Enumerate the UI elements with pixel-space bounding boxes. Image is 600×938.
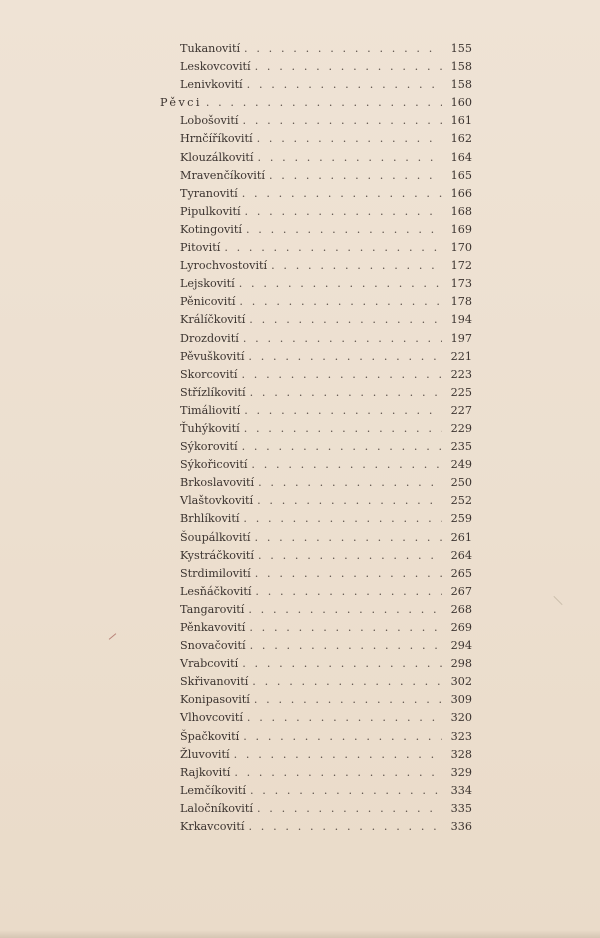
dot-leader	[258, 474, 442, 492]
toc-page-number: 221	[450, 349, 472, 363]
toc-page-number: 165	[450, 168, 472, 182]
page-bottom-edge	[0, 930, 600, 938]
toc-entry-title: Lesňáčkovití	[180, 584, 252, 598]
toc-row	[160, 348, 472, 366]
toc-page-number: 328	[450, 747, 472, 761]
toc-page-number: 323	[450, 729, 472, 743]
toc-page-number: 161	[450, 114, 472, 128]
toc-row	[160, 330, 472, 348]
toc-entry-title: Špačkovití	[180, 729, 240, 743]
toc-row	[160, 728, 472, 746]
toc-row	[160, 637, 472, 655]
dot-leader	[250, 782, 442, 800]
toc-entry-title: Vlaštovkovití	[180, 494, 254, 508]
dot-leader	[246, 221, 442, 239]
toc-entry-title: Pipulkovití	[180, 204, 241, 218]
toc-entry-title: Lejskovití	[180, 277, 235, 291]
toc-page-number: 164	[450, 150, 472, 164]
toc-page-number: 162	[450, 132, 472, 146]
toc-section-row	[160, 94, 472, 112]
toc-entry-title: Klouzálkovití	[180, 150, 254, 164]
toc-entry-title: Tangarovití	[180, 602, 245, 616]
dot-leader	[234, 764, 442, 782]
dot-leader	[257, 800, 442, 818]
toc-entry-title: Sýkořicovití	[180, 458, 248, 472]
toc-row	[160, 76, 472, 94]
pencil-mark	[109, 633, 117, 640]
toc-row	[160, 619, 472, 637]
dot-leader	[250, 637, 442, 655]
toc-row	[160, 492, 472, 510]
toc-page-number: 235	[450, 440, 472, 454]
dot-leader	[243, 728, 442, 746]
dot-leader	[255, 58, 442, 76]
toc-row	[160, 583, 472, 601]
toc-entry-title: Šoupálkovití	[180, 530, 251, 544]
dot-leader	[242, 366, 443, 384]
toc-row	[160, 800, 472, 818]
toc-entry-title: Skorcovití	[180, 367, 238, 381]
toc-row	[160, 456, 472, 474]
dot-leader	[257, 130, 442, 148]
toc-entry-title: Hrnčíříkovití	[180, 132, 253, 146]
toc-row	[160, 384, 472, 402]
toc-page-number: 259	[450, 512, 472, 526]
dot-leader	[257, 492, 442, 510]
toc-entry-title: Timáliovití	[180, 403, 241, 417]
toc-page-number: 169	[450, 222, 472, 236]
table-of-contents	[160, 40, 472, 836]
dot-leader	[254, 691, 442, 709]
toc-page-number: 320	[450, 711, 472, 725]
toc-page-number: 309	[450, 693, 472, 707]
toc-page-number: 155	[450, 42, 472, 55]
paper-crease	[553, 596, 562, 605]
toc-row	[160, 293, 472, 311]
toc-row	[160, 185, 472, 203]
toc-page-number: 261	[450, 530, 472, 544]
toc-page-number: 336	[450, 820, 472, 834]
dot-leader	[248, 348, 442, 366]
toc-page-number: 173	[450, 277, 472, 291]
toc-entry-title: Konipasovití	[180, 693, 250, 707]
toc-entry-title: Snovačovití	[180, 639, 246, 653]
toc-row	[160, 510, 472, 528]
dot-leader	[255, 565, 442, 583]
dot-leader	[269, 167, 442, 185]
toc-row	[160, 474, 472, 492]
toc-page-number: 264	[450, 548, 472, 562]
toc-entry-title: Lenivkovití	[180, 78, 243, 92]
toc-page-number: 268	[450, 602, 472, 616]
toc-page-number: 223	[450, 367, 472, 381]
toc-entry-title: Sýkorovití	[180, 440, 238, 454]
toc-entry-title: Pitovití	[180, 241, 221, 255]
dot-leader	[242, 185, 442, 203]
toc-entry-title: Králíčkovití	[180, 313, 246, 327]
toc-page-number: 158	[450, 78, 472, 92]
toc-row	[160, 420, 472, 438]
toc-row	[160, 311, 472, 329]
toc-entry-title: Krkavcovití	[180, 820, 245, 834]
toc-entry-title: Lemčíkovití	[180, 783, 246, 797]
toc-page-number: 269	[450, 621, 472, 634]
toc-page-number: 197	[450, 331, 472, 345]
dot-leader	[248, 601, 442, 619]
toc-page-number: 170	[450, 241, 472, 255]
toc-row	[160, 547, 472, 565]
toc-entry-title: Kystráčkovití	[180, 548, 254, 562]
dot-leader	[250, 384, 442, 402]
dot-leader	[247, 709, 442, 727]
toc-entry-title: Střízlíkovití	[180, 385, 246, 399]
toc-row	[160, 565, 472, 583]
dot-leader	[242, 438, 442, 456]
toc-page-number: 252	[450, 494, 472, 508]
dot-leader	[244, 420, 442, 438]
toc-page-number: 335	[450, 801, 472, 815]
toc-entry-title: Skřivanovití	[180, 675, 249, 689]
toc-page-number: 227	[450, 403, 472, 417]
toc-row	[160, 112, 472, 130]
dot-leader	[255, 583, 442, 601]
toc-row	[160, 257, 472, 275]
toc-entry-title: Strdimilovití	[180, 566, 251, 580]
toc-row	[160, 149, 472, 167]
toc-page-number: 158	[450, 60, 472, 74]
dot-leader	[252, 673, 442, 691]
toc-page-number: 194	[450, 313, 472, 327]
dot-leader	[239, 293, 442, 311]
dot-leader	[255, 529, 442, 547]
dot-leader	[251, 456, 442, 474]
toc-entry-title: Lobošovití	[180, 114, 239, 128]
toc-row	[160, 529, 472, 547]
toc-row	[160, 203, 472, 221]
toc-row	[160, 655, 472, 673]
dot-leader	[243, 510, 442, 528]
toc-entry-title: Mravenčíkovití	[180, 168, 265, 182]
toc-row	[160, 438, 472, 456]
dot-leader	[247, 76, 442, 94]
toc-row	[160, 746, 472, 764]
toc-row	[160, 691, 472, 709]
dot-leader	[206, 94, 442, 112]
toc-entry-title: Lyrochvostovití	[180, 259, 268, 273]
dot-leader	[234, 746, 442, 764]
dot-leader	[244, 402, 442, 420]
dot-leader	[243, 112, 442, 130]
toc-page-number: 298	[450, 657, 472, 671]
toc-row	[160, 275, 472, 293]
toc-page-number: 229	[450, 421, 472, 435]
dot-leader	[249, 619, 442, 637]
toc-page-number: 265	[450, 566, 472, 580]
toc-row	[160, 601, 472, 619]
toc-row	[160, 782, 472, 800]
toc-page-number: 249	[450, 458, 472, 472]
dot-leader	[243, 330, 442, 348]
dot-leader	[258, 149, 442, 167]
dot-leader	[245, 203, 442, 221]
dot-leader	[258, 547, 442, 565]
toc-entry-title: Tyranovití	[180, 186, 238, 200]
toc-page-number: 225	[450, 385, 472, 399]
toc-page-number: 267	[450, 584, 472, 598]
dot-leader	[242, 655, 442, 673]
dot-leader	[244, 40, 442, 58]
toc-entry-title: Drozdovití	[180, 331, 239, 345]
toc-page-number: 302	[450, 675, 472, 689]
toc-page-number: 329	[450, 765, 472, 779]
toc-row	[160, 221, 472, 239]
toc-entry-title: Rajkovití	[180, 765, 231, 779]
toc-entry-title: Tukanovití	[180, 42, 241, 55]
toc-row	[160, 366, 472, 384]
toc-row	[160, 58, 472, 76]
toc-row	[160, 239, 472, 257]
toc-page-number: 178	[450, 295, 472, 309]
toc-row	[160, 130, 472, 148]
toc-row	[160, 764, 472, 782]
dot-leader	[248, 818, 442, 836]
dot-leader	[249, 311, 442, 329]
dot-leader	[239, 275, 442, 293]
toc-row	[160, 402, 472, 420]
toc-entry-title: Brkoslavovití	[180, 476, 255, 490]
toc-row	[160, 673, 472, 691]
toc-row	[160, 709, 472, 727]
toc-entry-title: Leskovcovití	[180, 60, 251, 74]
toc-row	[160, 818, 472, 836]
toc-page-number: 160	[450, 96, 472, 110]
toc-entry-title: Žluvovití	[180, 747, 230, 761]
toc-page-number: 250	[450, 476, 472, 490]
toc-page-number: 172	[450, 259, 472, 273]
toc-entry-title: Vrabcovití	[180, 657, 239, 671]
toc-page-number: 168	[450, 204, 472, 218]
toc-entry-title: Brhlíkovití	[180, 512, 240, 526]
toc-entry-title: Pěvuškovití	[180, 349, 245, 363]
toc-row	[160, 40, 472, 58]
toc-entry-title: Vlhovcovití	[180, 711, 243, 725]
toc-entry-title: Laločníkovití	[180, 801, 253, 815]
toc-entry-title: Pěnkavovití	[180, 621, 246, 634]
toc-entry-title: Ťuhýkovití	[180, 421, 240, 435]
toc-page-number: 294	[450, 639, 472, 653]
toc-entry-title: Kotingovití	[180, 222, 242, 236]
dot-leader	[271, 257, 442, 275]
toc-row	[160, 167, 472, 185]
dot-leader	[224, 239, 442, 257]
toc-page-number: 166	[450, 186, 472, 200]
toc-entry-title: Pěnicovití	[180, 295, 236, 309]
toc-entry-title: Pěvci	[160, 96, 202, 110]
toc-page-number: 334	[450, 783, 472, 797]
